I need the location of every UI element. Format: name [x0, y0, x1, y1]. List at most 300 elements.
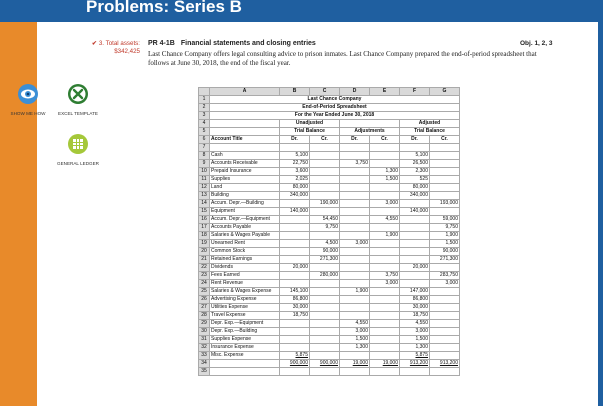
amount-cell [370, 248, 400, 256]
amount-cell: 90,000 [310, 248, 340, 256]
column-header: E [370, 88, 400, 96]
table-row [199, 336, 460, 344]
account-title-cell: Dividends [210, 264, 280, 272]
amount-cell: 271,300 [430, 256, 460, 264]
amount-cell: 86,800 [400, 296, 430, 304]
sheet-title: End-of-Period Spreadsheet [210, 104, 460, 112]
table-row [199, 248, 460, 256]
column-header: B [280, 88, 310, 96]
table-row [199, 296, 460, 304]
account-title-cell: Cash [210, 152, 280, 160]
sheet-title-row [199, 112, 460, 120]
sheet-title-row [199, 96, 460, 104]
general-ledger-label: GENERAL LEDGER [57, 161, 99, 166]
row-number: 26 [199, 296, 210, 304]
sheet-heading-row [199, 128, 460, 136]
amount-cell [310, 168, 340, 176]
amount-cell: 18,750 [280, 312, 310, 320]
column-header: D [340, 88, 370, 96]
amount-cell: 271,300 [310, 256, 340, 264]
amount-cell [370, 208, 400, 216]
amount-cell: 193,000 [430, 200, 460, 208]
amount-cell: 4,550 [340, 320, 370, 328]
amount-cell [400, 248, 430, 256]
table-row [199, 256, 460, 264]
amount-cell [340, 304, 370, 312]
account-title-cell: Misc. Expense [210, 352, 280, 360]
excel-template-icon [67, 83, 89, 105]
adjustments-heading: Adjustments [340, 128, 400, 136]
show-me-how-label: SHOW ME HOW [10, 111, 46, 116]
total-cell: 900,000 [280, 360, 310, 368]
amount-cell: 86,800 [280, 296, 310, 304]
account-title-cell: Retained Earnings [210, 256, 280, 264]
sheet-title-row [199, 104, 460, 112]
amount-cell [310, 160, 340, 168]
amount-cell: 80,000 [400, 184, 430, 192]
amount-cell: 3,000 [370, 280, 400, 288]
problem-heading [148, 40, 316, 47]
problem-number: PR 4-1B [148, 40, 175, 47]
right-accent-bar [598, 22, 603, 406]
amount-cell: 5,100 [280, 152, 310, 160]
row-number: 35 [199, 368, 210, 376]
amount-cell: 340,000 [400, 192, 430, 200]
row-number: 30 [199, 328, 210, 336]
amount-cell [280, 240, 310, 248]
amount-cell: 1,900 [370, 232, 400, 240]
row-number: 34 [199, 360, 210, 368]
amount-cell [430, 160, 460, 168]
amount-cell [430, 168, 460, 176]
amount-cell: 3,000 [340, 328, 370, 336]
amount-cell [280, 272, 310, 280]
amount-cell [340, 200, 370, 208]
row-number: 17 [199, 224, 210, 232]
amount-cell [370, 192, 400, 200]
amount-cell [400, 216, 430, 224]
amount-cell [340, 216, 370, 224]
amount-cell [370, 320, 400, 328]
problem-objectives: Obj. 1, 2, 3 [520, 40, 553, 47]
amount-cell: 280,000 [310, 272, 340, 280]
account-title-cell: Accum. Depr.—Equipment [210, 216, 280, 224]
amount-cell [370, 328, 400, 336]
row-number: 3 [199, 112, 210, 120]
account-title-cell: Rent Revenue [210, 280, 280, 288]
sheet-heading-row [199, 120, 460, 128]
column-header: A [210, 88, 280, 96]
amount-cell [430, 208, 460, 216]
table-row [199, 344, 460, 352]
row-number: 18 [199, 232, 210, 240]
amount-cell: 525 [400, 176, 430, 184]
amount-cell [340, 256, 370, 264]
amount-cell [310, 232, 340, 240]
amount-cell: 1,500 [430, 240, 460, 248]
show-me-how-button[interactable] [4, 83, 52, 116]
amount-cell [310, 344, 340, 352]
account-title-cell: Supplies Expense [210, 336, 280, 344]
amount-cell [340, 280, 370, 288]
amount-cell: 30,000 [280, 304, 310, 312]
amount-cell: 3,000 [400, 328, 430, 336]
general-ledger-button[interactable] [54, 133, 102, 166]
amount-cell: 4,550 [370, 216, 400, 224]
row-number: 8 [199, 152, 210, 160]
amount-cell [310, 336, 340, 344]
column-header [199, 88, 210, 96]
account-title-cell: Building [210, 192, 280, 200]
amount-cell: 1,500 [370, 176, 400, 184]
amount-cell: 9,750 [310, 224, 340, 232]
amount-cell: 147,000 [400, 288, 430, 296]
table-row [199, 152, 460, 160]
amount-cell [340, 224, 370, 232]
amount-cell [340, 208, 370, 216]
amount-cell [280, 200, 310, 208]
amount-cell: 190,000 [310, 200, 340, 208]
unadjusted-heading: Unadjusted [280, 120, 340, 128]
table-row [199, 272, 460, 280]
amount-cell: 340,000 [280, 192, 310, 200]
amount-cell [340, 232, 370, 240]
account-title-heading: Account Title [210, 136, 280, 144]
amount-cell: 18,750 [400, 312, 430, 320]
amount-cell: 1,900 [340, 288, 370, 296]
row-number: 23 [199, 272, 210, 280]
amount-cell [430, 328, 460, 336]
adjusted-heading: Adjusted [400, 120, 460, 128]
amount-cell [310, 296, 340, 304]
amount-cell [370, 352, 400, 360]
row-number: 25 [199, 288, 210, 296]
row-number: 2 [199, 104, 210, 112]
row-number: 6 [199, 136, 210, 144]
amount-cell: 26,500 [400, 160, 430, 168]
amount-cell [340, 296, 370, 304]
row-number: 21 [199, 256, 210, 264]
page-title: Problems: Series B [86, 0, 242, 16]
dr-heading: Dr. [340, 136, 370, 144]
amount-cell [280, 224, 310, 232]
amount-cell [340, 272, 370, 280]
account-title-cell: Depr. Exp.—Building [210, 328, 280, 336]
company-name: Last Chance Company [210, 96, 460, 104]
table-row [199, 232, 460, 240]
amount-cell [310, 320, 340, 328]
amount-cell [430, 296, 460, 304]
table-row [199, 184, 460, 192]
account-title-cell: Unearned Rent [210, 240, 280, 248]
amount-cell [310, 328, 340, 336]
amount-cell [310, 176, 340, 184]
amount-cell [340, 248, 370, 256]
account-title-cell: Common Stock [210, 248, 280, 256]
row-number: 13 [199, 192, 210, 200]
amount-cell [340, 352, 370, 360]
amount-cell [310, 304, 340, 312]
amount-cell [370, 344, 400, 352]
amount-cell: 5,875 [400, 352, 430, 360]
account-title-cell: Land [210, 184, 280, 192]
trial-balance-heading: Trial Balance [280, 128, 340, 136]
row-number: 14 [199, 200, 210, 208]
amount-cell: 9,750 [430, 224, 460, 232]
table-row [199, 208, 460, 216]
amount-cell [280, 248, 310, 256]
row-number: 29 [199, 320, 210, 328]
row-number: 27 [199, 304, 210, 312]
amount-cell [430, 176, 460, 184]
amount-cell [370, 224, 400, 232]
account-title-cell: Depr. Exp.—Equipment [210, 320, 280, 328]
amount-cell [370, 336, 400, 344]
amount-cell [430, 304, 460, 312]
amount-cell [340, 152, 370, 160]
amount-cell: 3,000 [430, 280, 460, 288]
amount-cell [430, 352, 460, 360]
total-cell: 19,000 [340, 360, 370, 368]
amount-cell [370, 264, 400, 272]
amount-cell [280, 256, 310, 264]
dr-heading: Dr. [400, 136, 430, 144]
row-number: 4 [199, 120, 210, 128]
amount-cell [370, 288, 400, 296]
amount-cell [340, 192, 370, 200]
table-row [199, 312, 460, 320]
account-title-cell: Advertising Expense [210, 296, 280, 304]
row-number: 24 [199, 280, 210, 288]
left-accent-bar [0, 22, 37, 406]
excel-template-button[interactable] [54, 83, 102, 116]
amount-cell: 4,550 [400, 320, 430, 328]
sheet-heading-row [199, 136, 460, 144]
total-cell: 900,000 [310, 360, 340, 368]
amount-cell [310, 312, 340, 320]
end-of-period-spreadsheet [198, 87, 460, 376]
row-number: 16 [199, 216, 210, 224]
row-number: 20 [199, 248, 210, 256]
amount-cell: 140,000 [280, 208, 310, 216]
row-number: 31 [199, 336, 210, 344]
show-me-how-icon [17, 83, 39, 105]
amount-cell [310, 152, 340, 160]
amount-cell: 2,025 [280, 176, 310, 184]
column-header: G [430, 88, 460, 96]
totals-row [199, 360, 460, 368]
column-header-row [199, 88, 460, 96]
amount-cell [340, 184, 370, 192]
amount-cell [310, 264, 340, 272]
amount-cell [400, 224, 430, 232]
dr-heading: Dr. [280, 136, 310, 144]
margin-note [82, 40, 140, 56]
column-header: F [400, 88, 430, 96]
amount-cell: 59,000 [430, 216, 460, 224]
account-title-cell: Accounts Receivable [210, 160, 280, 168]
amount-cell [370, 160, 400, 168]
table-row [199, 280, 460, 288]
table-row [199, 352, 460, 360]
problem-title: Financial statements and closing entries [180, 40, 316, 47]
amount-cell: 3,600 [280, 168, 310, 176]
account-title-cell: Travel Expense [210, 312, 280, 320]
amount-cell [430, 312, 460, 320]
table-row [199, 240, 460, 248]
amount-cell [310, 184, 340, 192]
amount-cell: 22,750 [280, 160, 310, 168]
table-row [199, 160, 460, 168]
amount-cell [400, 272, 430, 280]
amount-cell: 1,500 [400, 336, 430, 344]
amount-cell: 3,750 [370, 272, 400, 280]
checkmark-icon: ✔ [91, 40, 98, 47]
amount-cell [340, 312, 370, 320]
amount-cell [370, 296, 400, 304]
account-title-cell: Fees Earned [210, 272, 280, 280]
amount-cell [370, 184, 400, 192]
row-number: 22 [199, 264, 210, 272]
account-title-cell: Salaries & Wages Expense [210, 288, 280, 296]
amount-cell [400, 240, 430, 248]
table-row [199, 168, 460, 176]
cr-heading: Cr. [370, 136, 400, 144]
amount-cell: 145,100 [280, 288, 310, 296]
table-row [199, 264, 460, 272]
margin-note-value: $342,425 [114, 48, 140, 55]
amount-cell: 90,000 [430, 248, 460, 256]
amount-cell [370, 240, 400, 248]
row-number: 28 [199, 312, 210, 320]
amount-cell [280, 232, 310, 240]
amount-cell [400, 200, 430, 208]
amount-cell [280, 344, 310, 352]
table-row [199, 144, 460, 152]
table-row [199, 224, 460, 232]
account-title-cell: Salaries & Wages Payable [210, 232, 280, 240]
amount-cell [280, 336, 310, 344]
amount-cell [430, 264, 460, 272]
amount-cell [310, 192, 340, 200]
margin-note-label: 3. Total assets: [98, 40, 140, 47]
amount-cell [370, 256, 400, 264]
cr-heading: Cr. [430, 136, 460, 144]
sheet-period: For the Year Ended June 30, 2018 [210, 112, 460, 120]
amount-cell [310, 280, 340, 288]
row-number: 15 [199, 208, 210, 216]
amount-cell: 140,000 [400, 208, 430, 216]
header-bar [0, 0, 603, 22]
amount-cell: 5,875 [280, 352, 310, 360]
table-row [199, 176, 460, 184]
amount-cell [430, 152, 460, 160]
amount-cell: 54,450 [310, 216, 340, 224]
amount-cell [310, 352, 340, 360]
row-number: 9 [199, 160, 210, 168]
amount-cell: 1,500 [340, 336, 370, 344]
account-title-cell: Prepaid Insurance [210, 168, 280, 176]
account-title-cell: Insurance Expense [210, 344, 280, 352]
account-title-cell: Utilities Expense [210, 304, 280, 312]
amount-cell [280, 328, 310, 336]
amount-cell: 20,000 [400, 264, 430, 272]
row-number: 7 [199, 144, 210, 152]
excel-template-label: EXCEL TEMPLATE [58, 111, 98, 116]
general-ledger-icon [67, 133, 89, 155]
amount-cell [430, 192, 460, 200]
amount-cell: 283,750 [430, 272, 460, 280]
table-row [199, 216, 460, 224]
amount-cell: 80,000 [280, 184, 310, 192]
row-number: 5 [199, 128, 210, 136]
amount-cell: 3,000 [370, 200, 400, 208]
amount-cell [280, 216, 310, 224]
amount-cell: 1,300 [340, 344, 370, 352]
table-row [199, 200, 460, 208]
row-number: 12 [199, 184, 210, 192]
row-number: 33 [199, 352, 210, 360]
table-row [199, 320, 460, 328]
table-row [199, 304, 460, 312]
account-title-cell: Supplies [210, 176, 280, 184]
amount-cell: 4,500 [310, 240, 340, 248]
amount-cell [310, 288, 340, 296]
row-number: 1 [199, 96, 210, 104]
amount-cell [370, 312, 400, 320]
amount-cell [430, 344, 460, 352]
account-title-cell: Accounts Payable [210, 224, 280, 232]
row-number: 32 [199, 344, 210, 352]
amount-cell: 30,000 [400, 304, 430, 312]
account-title-cell: Accum. Depr.—Building [210, 200, 280, 208]
amount-cell [430, 288, 460, 296]
column-header: C [310, 88, 340, 96]
adjusted-trial-balance-heading: Trial Balance [400, 128, 460, 136]
amount-cell: 3,750 [340, 160, 370, 168]
amount-cell: 1,900 [430, 232, 460, 240]
amount-cell [280, 320, 310, 328]
amount-cell [340, 264, 370, 272]
amount-cell [430, 336, 460, 344]
table-row [199, 288, 460, 296]
amount-cell: 1,300 [370, 168, 400, 176]
amount-cell [400, 280, 430, 288]
amount-cell: 5,100 [400, 152, 430, 160]
row-number: 19 [199, 240, 210, 248]
amount-cell: 3,000 [340, 240, 370, 248]
row-number: 10 [199, 168, 210, 176]
amount-cell [400, 256, 430, 264]
amount-cell [370, 304, 400, 312]
amount-cell [310, 208, 340, 216]
amount-cell [430, 184, 460, 192]
table-row [199, 368, 460, 376]
amount-cell: 2,300 [400, 168, 430, 176]
amount-cell: 1,300 [400, 344, 430, 352]
amount-cell [370, 152, 400, 160]
amount-cell [430, 320, 460, 328]
amount-cell [400, 232, 430, 240]
problem-text: Last Chance Company offers legal consulting advice to prison inmates. Last Chance Company prepared the end-of-period spreadsheet that follows at June 30, 2018, the end of the fiscal year. [148, 50, 537, 67]
amount-cell: 20,000 [280, 264, 310, 272]
total-cell: 913,200 [400, 360, 430, 368]
account-title-cell: Equipment [210, 208, 280, 216]
row-number: 11 [199, 176, 210, 184]
amount-cell [340, 168, 370, 176]
total-cell: 19,000 [370, 360, 400, 368]
cr-heading: Cr. [310, 136, 340, 144]
